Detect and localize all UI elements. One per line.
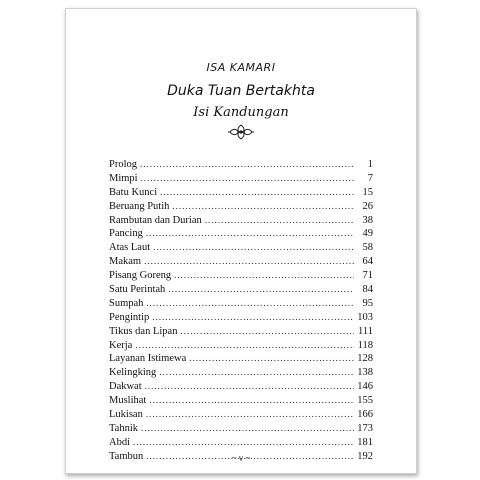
toc-entry-label: Prolog [109, 159, 138, 170]
toc-entry [109, 381, 373, 395]
toc-entry-page: 58 [362, 242, 373, 254]
toc-entry-label: Rambutan dan Durian [109, 214, 202, 226]
toc-entry-label: Mimpi [109, 172, 138, 184]
toc-entry-label: Pengintip [109, 311, 150, 323]
toc-entry-label: Atas Laut [109, 242, 151, 254]
toc-entry-label: Kelingking [109, 367, 157, 379]
toc-dot-leader [146, 409, 354, 419]
toc-entry [109, 256, 373, 270]
toc-entry-page: 118 [357, 339, 373, 351]
toc-entry-page: 173 [357, 422, 373, 434]
toc-entry-label: Makam [109, 256, 142, 268]
toc-entry-label: Pisang Goreng [109, 270, 172, 282]
toc-entry [109, 173, 373, 187]
toc-entry-page: 71 [362, 270, 373, 282]
toc-entry [109, 437, 373, 451]
toc-entry-page: 49 [362, 228, 373, 240]
author-name: ISA KAMARI [206, 61, 276, 74]
toc-entry-label: Layanan Istimewa [109, 353, 187, 365]
toc-entry-label: Lukisan [109, 409, 143, 421]
toc-entry-label: Muslihat [109, 395, 147, 407]
toc-entry-page: 103 [357, 311, 373, 323]
section-title: Isi Kandungan [193, 105, 289, 120]
toc-entry-page: 146 [357, 381, 373, 393]
toc-dot-leader [141, 173, 354, 183]
book-title: Duka Tuan Bertakhta [167, 83, 315, 99]
toc-dot-leader [172, 201, 354, 211]
toc-entry [109, 353, 373, 367]
toc-entry-label: Abdi [109, 436, 130, 448]
toc-entry [109, 326, 373, 340]
toc-dot-leader [205, 215, 354, 225]
toc-entry-page: 26 [362, 200, 373, 212]
toc-dot-leader [180, 326, 354, 336]
toc-entry-label: Dakwat [109, 381, 142, 393]
toc-dot-leader [141, 423, 354, 433]
toc-entry-page: 138 [357, 367, 373, 379]
floral-ornament-icon [227, 123, 255, 141]
toc-entry-page: 15 [362, 186, 373, 198]
toc-dot-leader [149, 395, 354, 405]
table-of-contents [109, 159, 373, 465]
toc-dot-leader [160, 187, 354, 197]
toc-entry [109, 284, 373, 298]
toc-entry [109, 423, 373, 437]
toc-entry [109, 270, 373, 284]
toc-dot-leader [146, 228, 354, 238]
toc-entry-page: 7 [367, 172, 373, 184]
toc-dot-leader [140, 159, 354, 169]
toc-dot-leader [146, 298, 354, 308]
toc-dot-leader [168, 284, 354, 294]
book-page [65, 8, 417, 474]
toc-entry-label: Pancing [109, 228, 143, 240]
toc-entry-label: Tambun [109, 450, 144, 462]
toc-dot-leader [152, 312, 354, 322]
toc-dot-leader [144, 256, 354, 266]
toc-entry-label: Batu Kunci [109, 186, 158, 198]
toc-entry-page: 84 [362, 284, 373, 296]
toc-entry [109, 367, 373, 381]
toc-entry [109, 228, 373, 242]
toc-entry-page: 64 [362, 256, 373, 268]
toc-dot-leader [135, 340, 354, 350]
toc-entry [109, 298, 373, 312]
toc-entry-label: Tikus dan Lipan [109, 325, 178, 337]
toc-entry-page: 155 [357, 395, 373, 407]
toc-entry-label: Sumpah [109, 297, 144, 309]
toc-entry [109, 215, 373, 229]
toc-dot-leader [159, 367, 354, 377]
toc-dot-leader [133, 437, 354, 447]
toc-entry-label: Kerja [109, 339, 133, 351]
toc-entry [109, 159, 373, 173]
toc-entry [109, 201, 373, 215]
toc-entry [109, 340, 373, 354]
toc-entry-label: Tahnik [109, 422, 139, 434]
toc-entry-label: Beruang Putih [109, 200, 170, 212]
toc-dot-leader [189, 353, 354, 363]
toc-entry [109, 242, 373, 256]
toc-entry-page: 166 [357, 409, 373, 421]
toc-entry-page: 192 [357, 450, 373, 462]
toc-entry [109, 395, 373, 409]
toc-entry-page: 1 [367, 159, 373, 170]
toc-entry-page: 111 [358, 325, 373, 337]
toc-dot-leader [174, 270, 354, 280]
toc-entry-page: 181 [357, 436, 373, 448]
toc-entry-page: 128 [357, 353, 373, 365]
toc-entry [109, 187, 373, 201]
toc-entry-label: Satu Perintah [109, 284, 166, 296]
toc-entry [109, 312, 373, 326]
toc-dot-leader [153, 242, 354, 252]
toc-entry-page: 38 [362, 214, 373, 226]
page-number: ~ v ~ [231, 453, 251, 463]
toc-entry [109, 409, 373, 423]
toc-dot-leader [145, 381, 354, 391]
toc-entry-page: 95 [362, 297, 373, 309]
